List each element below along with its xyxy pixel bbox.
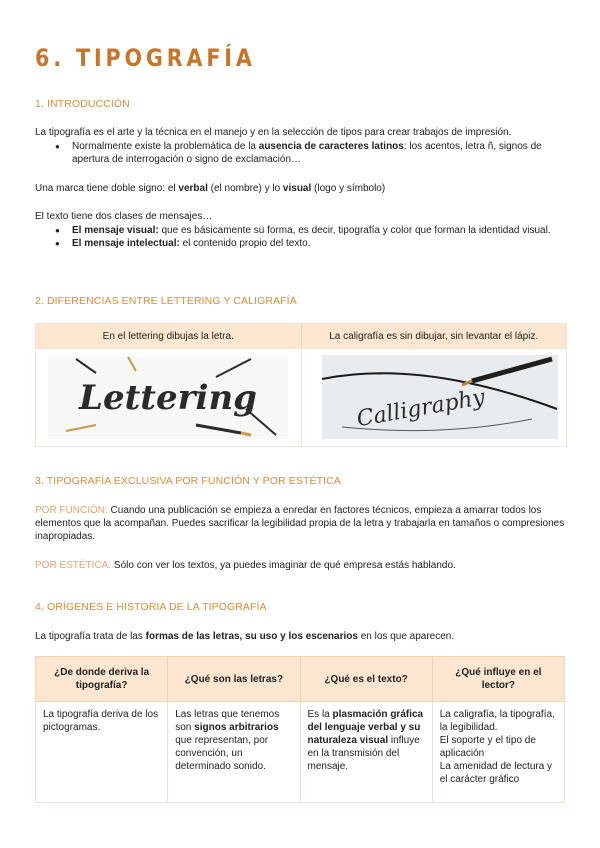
origenes-paragraph: La tipografía trata de las formas de las letras, su uso y los escenarios en los que aparecen.	[35, 631, 455, 642]
table-cell: Las letras que tenemos son signos arbitrarios que representan, por convención, un determinado sonido.	[168, 702, 300, 803]
table-cell: La caligrafía, la tipografía, la legibilidad. El soporte y el tipo de aplicación La amenidad de lectura y el carácter gráfico	[432, 702, 564, 803]
list-item: ● El mensaje visual: que es básicamente su forma, es decir, tipografía y color que forman la identidad visual.	[55, 224, 565, 237]
table-header-cell: ¿De donde deriva la tipografía?	[36, 657, 168, 702]
list-item: ● El mensaje intelectual: el contenido propio del texto.	[55, 237, 565, 250]
table-header-row	[36, 657, 565, 702]
calligraphy-image-text: Calligraphy	[354, 385, 487, 433]
funcion-paragraph: POR FUNCIÓN: Cuando una publicación se empieza a enredar en factores técnicos, empieza a amarrar todos los elementos que la acompañan. Puedes sacrificar la legibilidad propia de la letra y trabajarla en tamaños o compresiones inapropiadas.	[35, 505, 565, 543]
table-header-row	[36, 324, 566, 349]
brand-paragraph: Una marca tiene doble signo: el verbal (el nombre) y lo visual (logo y símbolo)	[35, 183, 386, 194]
table-header-cell: En el lettering dibujas la letra.	[102, 331, 234, 342]
intro-paragraph: La tipografía es el arte y la técnica en el manejo y en la selección de tipos para crear trabajos de impresión.	[35, 127, 512, 138]
calligraphy-image-cell	[301, 349, 567, 446]
table-cell: Es la plasmación gráfica del lenguaje verbal y su naturaleza visual influye en la transmisión del mensaje.	[300, 702, 432, 803]
table-header-cell: ¿Qué influye en el lector?	[432, 657, 564, 702]
table-cell: La tipografía deriva de los pictogramas.	[36, 702, 168, 803]
calligraphy-image	[302, 349, 566, 446]
page-title: 6. TIPOGRAFÍA	[35, 44, 256, 72]
table-header-cell: ¿Qué es el texto?	[300, 657, 432, 702]
origins-table	[35, 656, 565, 803]
estetica-paragraph: POR ESTÉTICA: Sólo con ver los textos, ya puedes imaginar de qué empresa estás hablando.	[35, 560, 456, 571]
estetica-label: POR ESTÉTICA:	[35, 560, 112, 571]
section-heading-exclusiva: 3. TIPOGRAFÍA EXCLUSIVA POR FUNCIÓN Y POR ESTÉTICA	[35, 475, 341, 487]
section-heading-origenes: 4. ORÍGENES E HISTORIA DE LA TIPOGRAFÍA	[35, 601, 267, 613]
section-heading-introduccion: 1. INTRODUCCIÓN	[35, 98, 130, 110]
bullet-list	[55, 224, 565, 250]
list-item: ● Normalmente existe la problemática de la ausencia de caracteres latinos: los acentos, letra ñ, signos de apertura de interrogación o signo de exclamación…	[55, 140, 565, 166]
table-header-cell: ¿Qué son las letras?	[168, 657, 300, 702]
lettering-image-text: Lettering	[79, 378, 257, 418]
lettering-image	[36, 349, 300, 446]
table-image-row	[36, 349, 566, 446]
messages-paragraph: El texto tiene dos clases de mensajes…	[35, 211, 213, 222]
section-heading-diferencias: 2. DIFERENCIAS ENTRE LETTERING Y CALIGRAFÍA	[35, 295, 297, 307]
table-header-cell: La caligrafía es sin dibujar, sin levantar el lápiz.	[301, 324, 567, 349]
table-row	[36, 702, 565, 803]
bullet-list	[55, 140, 565, 166]
lettering-image-cell	[36, 349, 301, 446]
funcion-label: POR FUNCIÓN:	[35, 505, 108, 516]
lettering-table	[35, 323, 567, 447]
